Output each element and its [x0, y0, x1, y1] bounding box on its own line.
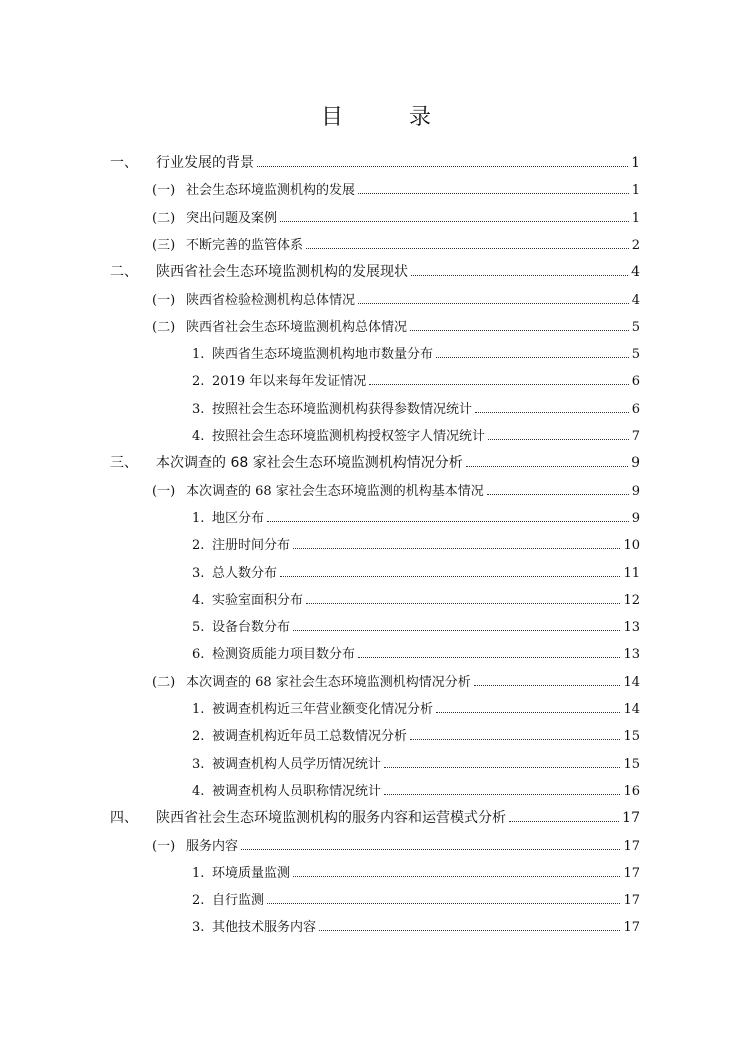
- dot-leader: [411, 261, 628, 276]
- toc-entry-title: 被调查机构人员职称情况统计: [212, 783, 382, 799]
- toc-entry-level-2[interactable]: [152, 835, 640, 855]
- toc-entry-level-3[interactable]: [192, 562, 640, 582]
- toc-entry-level-2[interactable]: [152, 316, 640, 336]
- toc-entry-page-number: 9: [631, 510, 640, 526]
- toc-entry-page-number: 15: [623, 756, 640, 772]
- toc-entry-number: 3.: [192, 565, 205, 581]
- toc-entry-title: 检测资质能力项目数分布: [212, 647, 356, 663]
- toc-entry-page-number: 15: [623, 729, 640, 745]
- toc-entry-page-number: 14: [623, 702, 640, 717]
- dot-leader: [358, 289, 629, 304]
- dot-leader: [384, 780, 620, 795]
- toc-entry-title: 自行监测: [212, 893, 265, 909]
- toc-entry-number: (一): [152, 183, 176, 199]
- dot-leader: [241, 835, 620, 850]
- dot-leader: [267, 507, 629, 522]
- toc-entry-number: 5.: [192, 620, 205, 636]
- toc-entry-page-number: 17: [623, 893, 640, 909]
- toc-entry-level-3[interactable]: [192, 725, 640, 745]
- toc-entry-level-1[interactable]: [110, 261, 640, 281]
- toc-entry-title: 地区分布: [212, 510, 265, 526]
- toc-entry-title: 陕西省社会生态环境监测机构的服务内容和运营模式分析: [156, 810, 506, 827]
- toc-entry-page-number: 1: [631, 155, 640, 171]
- toc-entry-title: 突出问题及案例: [186, 210, 278, 226]
- toc-entry-page-number: 12: [623, 592, 640, 608]
- dot-leader: [410, 725, 620, 740]
- toc-entry-number: 3.: [192, 401, 205, 417]
- toc-entry-page-number: 10: [623, 538, 640, 554]
- toc-entry-number: 1.: [192, 865, 205, 881]
- toc-entry-title: 被调查机构近年员工总数情况分析: [212, 729, 408, 745]
- toc-entry-title: 被调查机构人员学历情况统计: [212, 756, 382, 772]
- toc-entry-page-number: 5: [631, 347, 640, 363]
- toc-entry-number: 3.: [192, 920, 205, 936]
- toc-entry-title: 不断完善的监管体系: [186, 237, 304, 253]
- toc-entry-title: 行业发展的背景: [156, 155, 254, 171]
- toc-entry-level-3[interactable]: [192, 589, 640, 609]
- toc-entry-title: 按照社会生态环境监测机构授权签字人情况统计: [212, 429, 486, 444]
- toc-entry-page-number: 9: [631, 483, 640, 499]
- dot-leader: [293, 862, 620, 877]
- toc-entry-level-1[interactable]: [110, 452, 640, 472]
- dot-leader: [257, 152, 628, 167]
- toc-entry-page-number: 6: [631, 401, 640, 417]
- toc-entry-number: 4.: [192, 592, 205, 608]
- toc-entry-number: (一): [152, 292, 176, 308]
- toc-entry-level-3[interactable]: [192, 780, 640, 800]
- toc-entry-number: 2.: [192, 893, 205, 909]
- toc-entry-number: (二): [152, 210, 176, 226]
- dot-leader: [475, 398, 629, 413]
- toc-entry-title: 本次调查的 68 家社会生态环境监测机构情况分析: [186, 674, 471, 690]
- page-title: 目 录: [320, 105, 453, 130]
- toc-entry-number: 2.: [192, 374, 205, 390]
- toc-entry-level-2[interactable]: [152, 480, 640, 500]
- toc-entry-page-number: 4: [631, 264, 640, 281]
- toc-entry-title: 设备台数分布: [212, 620, 291, 636]
- toc-entry-title: 本次调查的 68 家社会生态环境监测机构情况分析: [156, 455, 463, 472]
- dot-leader: [358, 643, 620, 658]
- toc-entry-number: (三): [152, 237, 176, 253]
- toc-entry-page-number: 16: [623, 783, 640, 799]
- toc-entry-title: 总人数分布: [212, 565, 278, 581]
- dot-leader: [319, 916, 620, 931]
- toc-entry-page-number: 1: [631, 210, 640, 226]
- toc-entry-level-3[interactable]: [192, 862, 640, 882]
- toc-entry-level-2[interactable]: [152, 207, 640, 227]
- toc-entry-level-3[interactable]: [192, 534, 640, 554]
- dot-leader: [509, 807, 619, 822]
- toc-entry-title: 2019 年以来每年发证情况: [212, 374, 367, 390]
- toc-entry-level-1[interactable]: [110, 807, 640, 827]
- dot-leader: [306, 234, 629, 249]
- toc-entry-number: 6.: [192, 647, 205, 663]
- toc-entry-title: 本次调查的 68 家社会生态环境监测的机构基本情况: [186, 483, 484, 499]
- dot-leader: [410, 316, 629, 331]
- toc-entry-page-number: 1: [631, 183, 640, 199]
- dot-leader: [306, 589, 620, 604]
- toc-entry-number: 三、: [110, 455, 138, 472]
- toc-entry-number: 二、: [110, 264, 138, 281]
- toc-entry-number: (一): [152, 838, 176, 854]
- toc-entry-page-number: 11: [623, 565, 640, 581]
- toc-entry-page-number: 13: [623, 647, 640, 663]
- toc-entry-page-number: 14: [623, 674, 640, 690]
- toc-entry-number: 1.: [192, 510, 205, 526]
- toc-entry-page-number: 17: [622, 810, 640, 827]
- dot-leader: [267, 889, 620, 904]
- toc-entry-level-2[interactable]: [152, 671, 640, 691]
- dot-leader: [293, 616, 620, 631]
- toc-entry-title: 社会生态环境监测机构的发展: [186, 183, 356, 199]
- toc-entry-level-3[interactable]: [192, 753, 640, 773]
- dot-leader: [358, 179, 629, 194]
- toc-entry-number: 4.: [192, 429, 205, 444]
- toc-entry-number: 一、: [110, 155, 138, 171]
- toc-entry-level-3[interactable]: [192, 343, 640, 363]
- toc-entry-title: 服务内容: [186, 838, 239, 854]
- toc-entry-level-3[interactable]: [192, 616, 640, 636]
- toc-entry-level-3[interactable]: [192, 643, 640, 663]
- toc-entry-title: 环境质量监测: [212, 865, 291, 881]
- toc-entry-number: 2.: [192, 729, 205, 745]
- toc-entry-title: 实验室面积分布: [212, 592, 304, 608]
- toc-entry-page-number: 17: [623, 920, 640, 936]
- toc-entry-title: 其他技术服务内容: [212, 920, 317, 936]
- toc-entry-number: (一): [152, 483, 176, 499]
- toc-entry-number: 四、: [110, 810, 138, 827]
- toc-entry-number: 2.: [192, 538, 205, 554]
- toc-entry-page-number: 6: [631, 374, 640, 390]
- toc-entry-number: 4.: [192, 783, 205, 799]
- toc-entry-page-number: 13: [623, 620, 640, 636]
- dot-leader: [488, 425, 629, 440]
- dot-leader: [280, 207, 629, 222]
- toc-entry-level-3[interactable]: [192, 698, 640, 718]
- toc-entry-number: 1.: [192, 347, 205, 363]
- toc-entry-number: 1.: [192, 702, 205, 717]
- toc-entry-number: (二): [152, 674, 176, 690]
- dot-leader: [280, 562, 620, 577]
- dot-leader: [466, 452, 628, 467]
- toc-entry-level-2[interactable]: [152, 179, 640, 199]
- toc-entry-page-number: 9: [631, 455, 640, 472]
- toc-entry-level-2[interactable]: [152, 289, 640, 309]
- toc-entry-title: 被调查机构近三年营业额变化情况分析: [212, 702, 434, 717]
- toc-entry-page-number: 5: [631, 319, 640, 335]
- toc-entry-level-3[interactable]: [192, 370, 640, 390]
- toc-entry-number: 3.: [192, 756, 205, 772]
- toc-entry-page-number: 17: [623, 838, 640, 854]
- toc-entry-level-3[interactable]: [192, 425, 640, 445]
- dot-leader: [474, 671, 621, 686]
- toc-entry-title: 陕西省检验检测机构总体情况: [186, 292, 356, 308]
- dot-leader: [487, 480, 629, 495]
- toc-entry-number: (二): [152, 319, 176, 335]
- toc-entry-page-number: 7: [631, 429, 640, 444]
- toc-entry-page-number: 17: [623, 865, 640, 881]
- toc-entry-title: 按照社会生态环境监测机构获得参数情况统计: [212, 401, 473, 417]
- dot-leader: [436, 343, 629, 358]
- toc-entry-level-3[interactable]: [192, 398, 640, 418]
- toc-entry-title: 陕西省社会生态环境监测机构的发展现状: [156, 264, 408, 281]
- toc-entry-level-3[interactable]: [192, 507, 640, 527]
- toc-entry-level-3[interactable]: [192, 889, 640, 909]
- toc-entry-level-2[interactable]: [152, 234, 640, 254]
- dot-leader: [436, 698, 620, 713]
- dot-leader: [293, 534, 620, 549]
- toc-entry-title: 注册时间分布: [212, 538, 291, 554]
- toc-entry-level-3[interactable]: [192, 916, 640, 936]
- toc-entry-level-1[interactable]: [110, 152, 640, 172]
- toc-entry-page-number: 2: [631, 237, 640, 253]
- toc-entry-title: 陕西省社会生态环境监测机构总体情况: [186, 319, 408, 335]
- toc-entry-page-number: 4: [631, 292, 640, 308]
- dot-leader: [369, 370, 629, 385]
- dot-leader: [384, 753, 620, 768]
- toc-entry-title: 陕西省生态环境监测机构地市数量分布: [212, 347, 434, 363]
